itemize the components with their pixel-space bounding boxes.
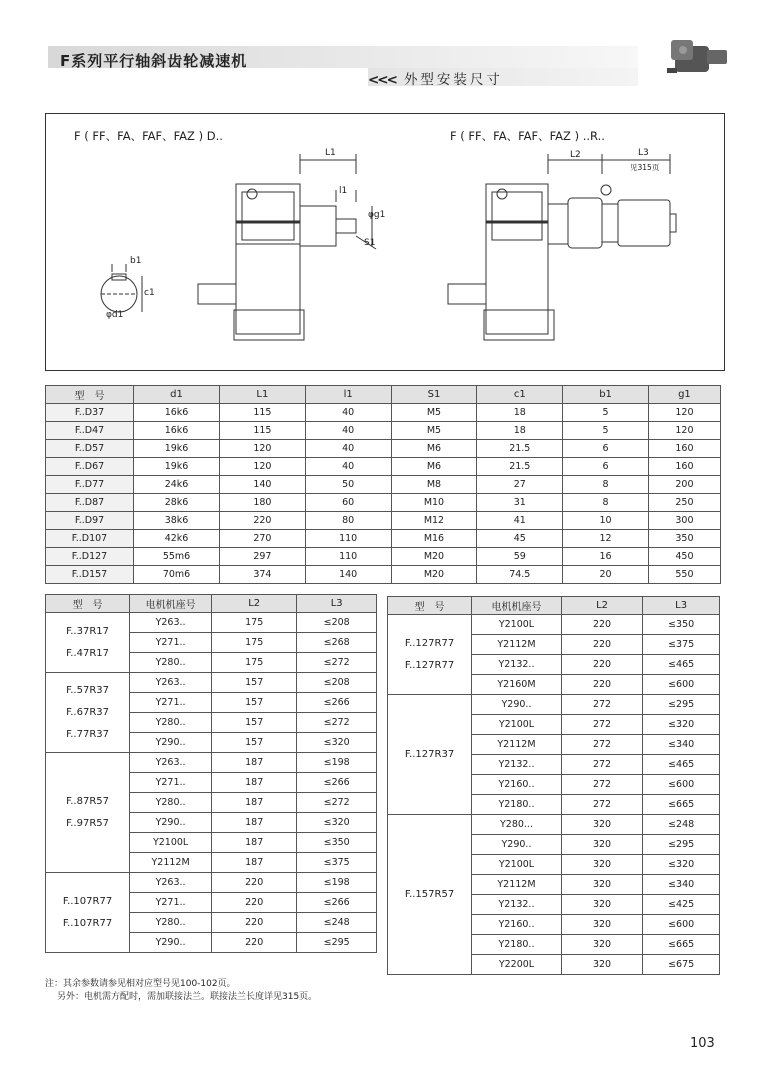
table-cell: ≤600 (643, 915, 720, 935)
table-cell: 157 (212, 673, 297, 693)
table-cell: 187 (212, 773, 297, 793)
table-cell: 140 (220, 476, 306, 494)
label-L3-note: 见315页 (630, 163, 660, 172)
table-cell: M20 (391, 566, 477, 584)
table-cell: 220 (561, 675, 642, 695)
table-cell: 59 (477, 548, 563, 566)
table-cell: 38k6 (134, 512, 220, 530)
table-cell: 320 (561, 915, 642, 935)
table-cell: Y2112M (472, 635, 562, 655)
table-cell: ≤266 (297, 693, 377, 713)
table-cell: Y290.. (130, 733, 212, 753)
drawing-area (45, 113, 725, 371)
table-cell: Y280... (472, 815, 562, 835)
table-cell: 6 (563, 458, 649, 476)
table-cell: 50 (305, 476, 391, 494)
table-cell: 120 (220, 458, 306, 476)
label-b1: b1 (130, 256, 142, 266)
table-cell: 220 (561, 655, 642, 675)
column-header: 电机机座号 (472, 597, 562, 615)
table-cell: M5 (391, 404, 477, 422)
table-cell: 16k6 (134, 422, 220, 440)
table-cell: 5 (563, 422, 649, 440)
label-c1: c1 (144, 288, 155, 298)
table-row (46, 404, 721, 422)
column-header: c1 (477, 386, 563, 404)
table-cell: Y2180.. (472, 935, 562, 955)
table-cell: ≤320 (643, 715, 720, 735)
model-name: F..107R77 (62, 895, 113, 907)
table-cell: F..D37 (46, 404, 134, 422)
table-cell: 31 (477, 494, 563, 512)
label-l1: l1 (339, 186, 348, 196)
table-cell: 350 (648, 530, 720, 548)
table-cell: Y290.. (130, 813, 212, 833)
table-cell: M6 (391, 440, 477, 458)
table-cell: 272 (561, 735, 642, 755)
table-cell: ≤375 (643, 635, 720, 655)
table-row (46, 530, 721, 548)
table-cell: M10 (391, 494, 477, 512)
label-g1: φg1 (368, 210, 386, 220)
column-header: L1 (220, 386, 306, 404)
model-group-cell (46, 873, 130, 953)
table-cell: 115 (220, 422, 306, 440)
table-cell: Y290.. (130, 933, 212, 953)
table-cell: 220 (212, 893, 297, 913)
footnotes (45, 978, 317, 1004)
table-row (46, 873, 377, 893)
table-cell: 160 (648, 440, 720, 458)
table-row (46, 458, 721, 476)
table-cell: Y263.. (130, 613, 212, 633)
column-header: S1 (391, 386, 477, 404)
table-cell: F..D47 (46, 422, 134, 440)
column-header: L2 (212, 595, 297, 613)
table-cell: ≤675 (643, 955, 720, 975)
table-cell: 120 (648, 404, 720, 422)
table-cell: 187 (212, 833, 297, 853)
table-cell: M12 (391, 512, 477, 530)
table-cell: 320 (561, 955, 642, 975)
table-cell: 18 (477, 422, 563, 440)
table-cell: ≤268 (297, 633, 377, 653)
model-name: F..37R17 (66, 625, 110, 637)
table-cell: 8 (563, 476, 649, 494)
table-cell: 21.5 (477, 440, 563, 458)
column-header: 型 号 (46, 386, 134, 404)
table-cell: 12 (563, 530, 649, 548)
table-cell: 115 (220, 404, 306, 422)
table-cell: 60 (305, 494, 391, 512)
table-cell: ≤340 (643, 735, 720, 755)
table-cell: 175 (212, 653, 297, 673)
label-L3: L3 (638, 148, 649, 158)
table-cell: ≤375 (297, 853, 377, 873)
table-cell: 24k6 (134, 476, 220, 494)
table-row (388, 815, 720, 835)
table-cell: 187 (212, 853, 297, 873)
dimension-table-R-right (387, 596, 720, 975)
table-cell: ≤465 (643, 755, 720, 775)
table-cell: Y280.. (130, 713, 212, 733)
table-cell: F..D87 (46, 494, 134, 512)
table-cell: Y290.. (472, 695, 562, 715)
table-cell: 297 (220, 548, 306, 566)
table-cell: Y2100L (130, 833, 212, 853)
table-cell: Y271.. (130, 893, 212, 913)
left-drawing-caption: F ( FF、FA、FAF、FAZ ) D.. (74, 129, 223, 143)
model-name: F..107R77 (62, 917, 113, 929)
table-cell: Y280.. (130, 793, 212, 813)
table-cell: F..D77 (46, 476, 134, 494)
dimension-table-D (45, 385, 721, 584)
table-cell: 272 (561, 695, 642, 715)
table-cell: 320 (561, 815, 642, 835)
table-row (46, 753, 377, 773)
table-cell: 187 (212, 753, 297, 773)
table-cell: ≤665 (643, 795, 720, 815)
table-cell: 19k6 (134, 458, 220, 476)
table-cell: 200 (648, 476, 720, 494)
table-cell: 220 (220, 512, 306, 530)
model-name: F..57R37 (66, 684, 110, 696)
table-cell: 16k6 (134, 404, 220, 422)
table-row (388, 615, 720, 635)
table-cell: ≤350 (297, 833, 377, 853)
column-header: g1 (648, 386, 720, 404)
table-cell: Y2132.. (472, 895, 562, 915)
table-row (46, 512, 721, 530)
table-cell: Y271.. (130, 633, 212, 653)
table-cell: ≤272 (297, 653, 377, 673)
column-header: L2 (561, 597, 642, 615)
label-L1: L1 (325, 148, 336, 158)
model-group-cell (46, 613, 130, 673)
table-cell: F..D127 (46, 548, 134, 566)
table-cell: 220 (212, 913, 297, 933)
table-cell: M6 (391, 458, 477, 476)
table-cell: Y2160M (472, 675, 562, 695)
table-cell: 55m6 (134, 548, 220, 566)
table-row (46, 440, 721, 458)
label-d1: φd1 (106, 310, 124, 320)
model-name: F..87R57 (66, 795, 110, 807)
table-cell: Y2100L (472, 715, 562, 735)
table-cell: ≤340 (643, 875, 720, 895)
table-cell: 6 (563, 440, 649, 458)
table-cell: F..D67 (46, 458, 134, 476)
model-name: F..127R77 (404, 659, 455, 671)
column-header: 型 号 (388, 597, 472, 615)
table-cell: ≤295 (297, 933, 377, 953)
table-cell: ≤665 (643, 935, 720, 955)
table-cell: 40 (305, 440, 391, 458)
table-cell: 180 (220, 494, 306, 512)
table-cell: Y2132.. (472, 655, 562, 675)
table-cell: ≤320 (297, 733, 377, 753)
table-cell: 250 (648, 494, 720, 512)
gearbox-logo-icon (667, 32, 729, 84)
table-cell: 45 (477, 530, 563, 548)
table-cell: 270 (220, 530, 306, 548)
table-cell: Y2160.. (472, 775, 562, 795)
table-cell: ≤248 (643, 815, 720, 835)
model-group-cell (46, 753, 130, 873)
table-cell: 272 (561, 755, 642, 775)
table-cell: ≤425 (643, 895, 720, 915)
table-cell: 320 (561, 935, 642, 955)
model-name: F..157R57 (404, 888, 455, 900)
table-cell: ≤208 (297, 673, 377, 693)
table-cell: Y263.. (130, 673, 212, 693)
model-name: F..127R77 (404, 637, 455, 649)
table-row (46, 476, 721, 494)
table-cell: F..D57 (46, 440, 134, 458)
model-name: F..127R37 (404, 748, 455, 760)
table-cell: 450 (648, 548, 720, 566)
table-cell: Y2200L (472, 955, 562, 975)
page-title: F系列平行轴斜齿轮减速机 (60, 52, 248, 70)
label-S1: S1 (364, 238, 376, 248)
table-cell: 8 (563, 494, 649, 512)
label-L2: L2 (570, 150, 581, 160)
footnote-1: 注：其余参数请参见相对应型号见100-102页。 (45, 979, 236, 989)
right-drawing-caption: F ( FF、FA、FAF、FAZ ) ..R.. (450, 129, 605, 143)
table-cell: Y271.. (130, 693, 212, 713)
table-cell: 27 (477, 476, 563, 494)
table-cell: ≤266 (297, 773, 377, 793)
column-header: d1 (134, 386, 220, 404)
table-cell: Y280.. (130, 913, 212, 933)
table-cell: ≤600 (643, 675, 720, 695)
table-cell: 220 (561, 635, 642, 655)
column-header: b1 (563, 386, 649, 404)
table-cell: Y2160.. (472, 915, 562, 935)
column-header: l1 (305, 386, 391, 404)
table-cell: 110 (305, 530, 391, 548)
table-cell: 272 (561, 715, 642, 735)
footnote-2: 另外：电机需方配时，需加联接法兰。联接法兰长度详见315页。 (57, 992, 318, 1002)
table-cell: 175 (212, 613, 297, 633)
table-cell: 320 (561, 895, 642, 915)
table-cell: 220 (212, 933, 297, 953)
table-cell: M8 (391, 476, 477, 494)
table-cell: 187 (212, 793, 297, 813)
table-cell: ≤266 (297, 893, 377, 913)
table-cell: 21.5 (477, 458, 563, 476)
model-name: F..97R57 (66, 817, 110, 829)
table-cell: 42k6 (134, 530, 220, 548)
table-cell: 550 (648, 566, 720, 584)
table-cell: Y263.. (130, 873, 212, 893)
table-cell: ≤350 (643, 615, 720, 635)
table-cell: ≤320 (297, 813, 377, 833)
table-cell: 272 (561, 775, 642, 795)
table-cell: 18 (477, 404, 563, 422)
table-cell: 80 (305, 512, 391, 530)
table-cell: 320 (561, 875, 642, 895)
model-group-cell (388, 695, 472, 815)
table-cell: 272 (561, 795, 642, 815)
model-group-cell (388, 815, 472, 975)
table-cell: M20 (391, 548, 477, 566)
table-row (46, 613, 377, 633)
column-header: L3 (643, 597, 720, 615)
table-cell: 41 (477, 512, 563, 530)
table-cell: F..D97 (46, 512, 134, 530)
column-header: 型 号 (46, 595, 130, 613)
model-name: F..77R37 (66, 728, 110, 740)
table-cell: ≤272 (297, 793, 377, 813)
table-cell: 320 (561, 855, 642, 875)
column-header: L3 (297, 595, 377, 613)
table-cell: ≤208 (297, 613, 377, 633)
table-cell: 160 (648, 458, 720, 476)
model-name: F..47R17 (66, 647, 110, 659)
table-cell: Y2112M (472, 735, 562, 755)
table-cell: 157 (212, 733, 297, 753)
table-cell: Y2112M (472, 875, 562, 895)
table-cell: 140 (305, 566, 391, 584)
table-row (46, 566, 721, 584)
table-cell: Y290.. (472, 835, 562, 855)
table-row (46, 422, 721, 440)
table-cell: 5 (563, 404, 649, 422)
table-cell: 120 (648, 422, 720, 440)
table-cell: ≤198 (297, 873, 377, 893)
table-row (46, 673, 377, 693)
table-cell: 28k6 (134, 494, 220, 512)
table-cell: Y263.. (130, 753, 212, 773)
table-cell: Y2100L (472, 615, 562, 635)
table-cell: 120 (220, 440, 306, 458)
table-cell: F..D157 (46, 566, 134, 584)
table-cell: 220 (212, 873, 297, 893)
table-cell: Y2180.. (472, 795, 562, 815)
table-row (46, 548, 721, 566)
table-cell: 40 (305, 404, 391, 422)
table-cell: M16 (391, 530, 477, 548)
table-cell: 19k6 (134, 440, 220, 458)
table-cell: ≤198 (297, 753, 377, 773)
table-cell: Y2112M (130, 853, 212, 873)
chevron-icon: <<< (368, 72, 396, 88)
table-cell: M5 (391, 422, 477, 440)
table-cell: 157 (212, 713, 297, 733)
technical-drawing (46, 114, 724, 370)
table-cell: 40 (305, 458, 391, 476)
table-cell: 70m6 (134, 566, 220, 584)
table-cell: ≤295 (643, 835, 720, 855)
table-cell: Y2100L (472, 855, 562, 875)
table-cell: ≤295 (643, 695, 720, 715)
table-cell: ≤465 (643, 655, 720, 675)
table-cell: 374 (220, 566, 306, 584)
table-row (46, 494, 721, 512)
table-cell: ≤320 (643, 855, 720, 875)
table-cell: 220 (561, 615, 642, 635)
table-cell: 187 (212, 813, 297, 833)
table-cell: ≤272 (297, 713, 377, 733)
model-group-cell (388, 615, 472, 695)
model-group-cell (46, 673, 130, 753)
table-cell: Y280.. (130, 653, 212, 673)
page-number: 103 (690, 1036, 715, 1051)
table-cell: 320 (561, 835, 642, 855)
section-subtitle: <<< 外型安装尺寸 (368, 72, 503, 88)
table-cell: Y271.. (130, 773, 212, 793)
table-cell: 157 (212, 693, 297, 713)
table-cell: 300 (648, 512, 720, 530)
table-cell: 20 (563, 566, 649, 584)
table-cell: 74.5 (477, 566, 563, 584)
table-cell: F..D107 (46, 530, 134, 548)
table-cell: 40 (305, 422, 391, 440)
table-row (388, 695, 720, 715)
table-cell: ≤600 (643, 775, 720, 795)
table-cell: 16 (563, 548, 649, 566)
table-cell: ≤248 (297, 913, 377, 933)
model-name: F..67R37 (66, 706, 110, 718)
column-header: 电机机座号 (130, 595, 212, 613)
dimension-table-R-left (45, 594, 377, 953)
table-cell: 10 (563, 512, 649, 530)
table-cell: 110 (305, 548, 391, 566)
table-cell: Y2132.. (472, 755, 562, 775)
table-cell: 175 (212, 633, 297, 653)
